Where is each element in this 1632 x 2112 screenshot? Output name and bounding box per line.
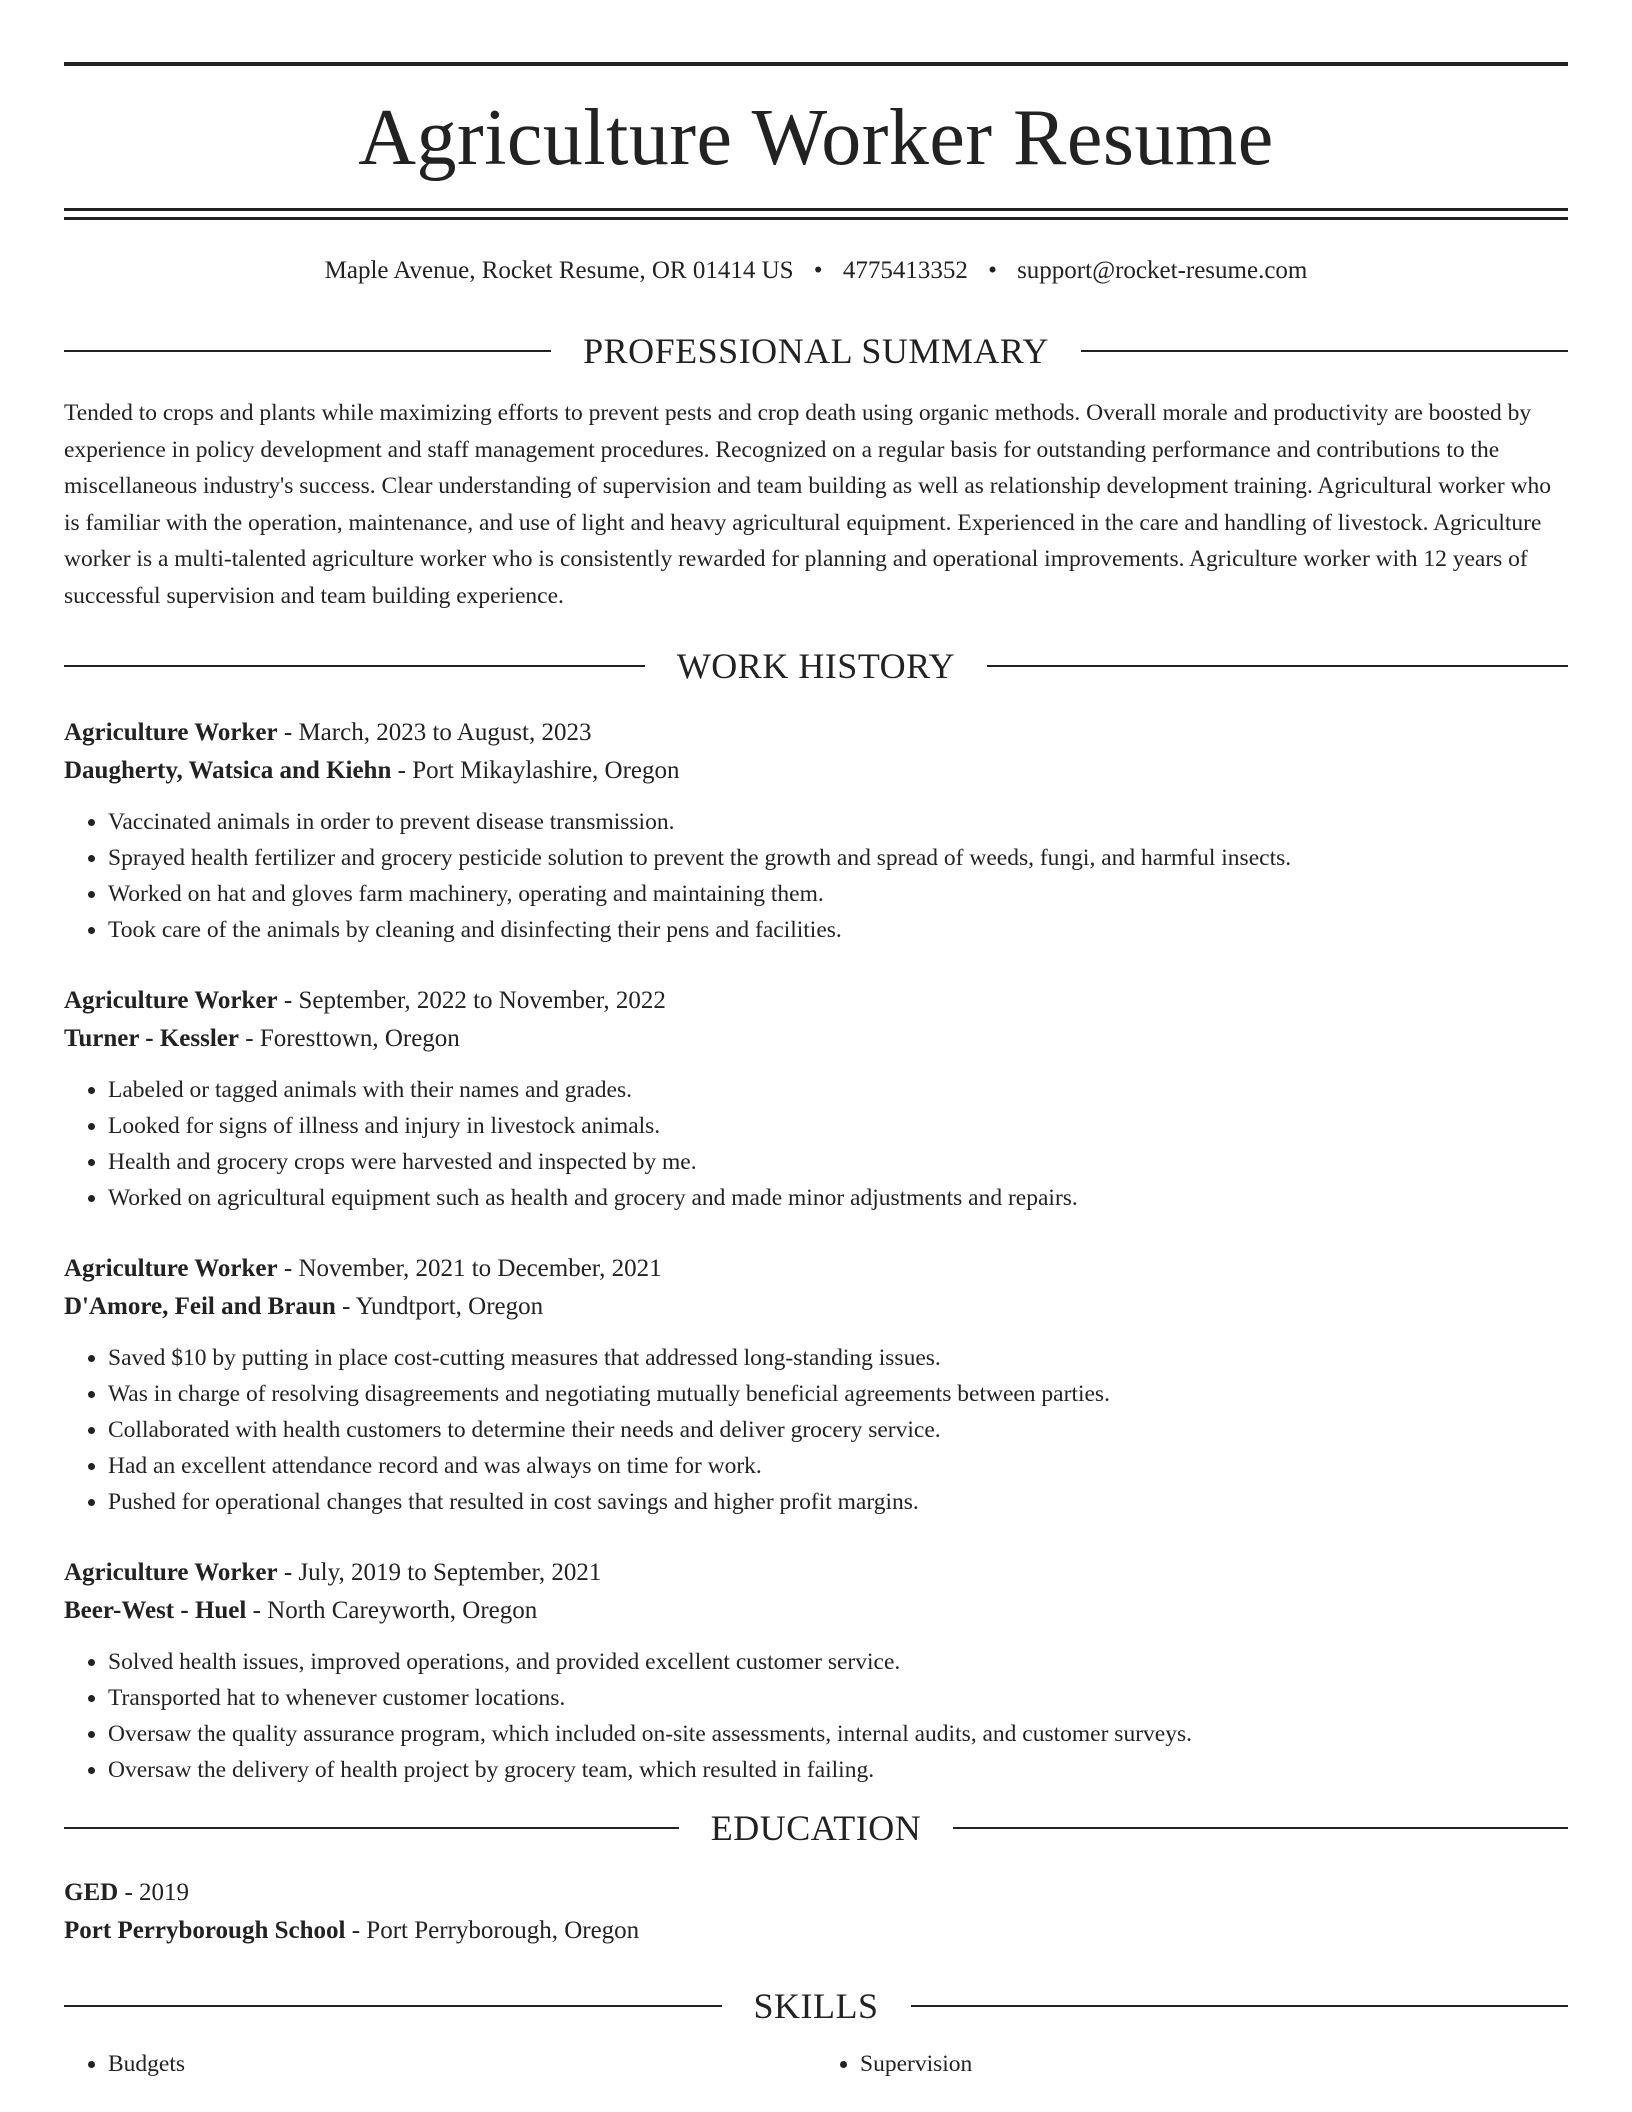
work-history-list xyxy=(64,714,1568,1788)
section-rule xyxy=(64,350,551,352)
job-title: Agriculture Worker xyxy=(64,1559,278,1586)
job-company: Daugherty, Watsica and Kiehn xyxy=(64,757,392,784)
section-rule xyxy=(64,2005,722,2007)
job-entry xyxy=(64,1554,1568,1788)
job-entry xyxy=(64,1250,1568,1520)
list-item: • Took care of the animals by cleaning and disinfecting their pens and facilities. xyxy=(108,912,1568,948)
job-company: Beer-West - Huel xyxy=(64,1597,247,1624)
list-item: • Worked on agricultural equipment such as health and grocery and made minor adjustments and repairs. xyxy=(108,1180,1568,1216)
list-item: • Had an excellent attendance record and was always on time for work. xyxy=(108,1448,1568,1484)
skills-column-left xyxy=(64,2046,816,2082)
contact-email: support@rocket-resume.com xyxy=(1017,257,1308,284)
education-location: - Port Perryborough, Oregon xyxy=(345,1917,640,1944)
education-school: Port Perryborough School xyxy=(64,1917,346,1944)
list-item: • Looked for signs of illness and injury in livestock animals. xyxy=(108,1108,1568,1144)
job-company-line xyxy=(64,1288,1568,1326)
job-title: Agriculture Worker xyxy=(64,987,278,1014)
section-rule xyxy=(64,1827,679,1829)
list-item: • Saved $10 by putting in place cost-cutting measures that addressed long-standing issues. xyxy=(108,1340,1568,1376)
job-dates: - March, 2023 to August, 2023 xyxy=(277,719,592,746)
list-item: • Supervision xyxy=(860,2046,1568,2082)
list-item: • Vaccinated animals in order to prevent disease transmission. xyxy=(108,804,1568,840)
job-title-line xyxy=(64,982,1568,1020)
skills-list xyxy=(64,2046,1568,2082)
list-item: • Solved health issues, improved operations, and provided excellent customer service. xyxy=(108,1644,1568,1680)
contact-separator: • xyxy=(988,257,997,284)
section-rule xyxy=(1081,350,1568,352)
job-dates: - September, 2022 to November, 2022 xyxy=(277,987,666,1014)
job-company-line xyxy=(64,1020,1568,1058)
job-bullets xyxy=(64,1072,1568,1216)
education-school-line xyxy=(64,1912,1568,1950)
section-title: EDUCATION xyxy=(710,1808,922,1848)
job-company: D'Amore, Feil and Braun xyxy=(64,1293,336,1320)
list-item: • Oversaw the quality assurance program, which included on-site assessments, internal audits, and customer surveys. xyxy=(108,1716,1568,1752)
section-heading-education xyxy=(64,1810,1568,1846)
list-item: • Budgets xyxy=(108,2046,816,2082)
job-title: Agriculture Worker xyxy=(64,1255,278,1282)
job-title: Agriculture Worker xyxy=(64,719,278,746)
section-title: PROFESSIONAL SUMMARY xyxy=(583,331,1049,371)
job-dates: - November, 2021 to December, 2021 xyxy=(277,1255,662,1282)
job-entry xyxy=(64,982,1568,1216)
section-heading-summary xyxy=(64,333,1568,369)
section-title: SKILLS xyxy=(753,1986,879,2026)
section-heading-work xyxy=(64,648,1568,684)
list-item: • Collaborated with health customers to determine their needs and deliver grocery service. xyxy=(108,1412,1568,1448)
list-item: • Transported hat to whenever customer locations. xyxy=(108,1680,1568,1716)
list-item: • Health and grocery crops were harvested and inspected by me. xyxy=(108,1144,1568,1180)
job-bullets xyxy=(64,1340,1568,1520)
education-degree: GED xyxy=(64,1879,119,1906)
contact-address: Maple Avenue, Rocket Resume, OR 01414 US xyxy=(324,257,794,284)
section-title: WORK HISTORY xyxy=(676,646,956,686)
section-rule xyxy=(64,665,645,667)
section-rule xyxy=(987,665,1568,667)
resume-title: Agriculture Worker Resume xyxy=(358,94,1274,182)
top-rule xyxy=(64,62,1568,66)
job-bullets xyxy=(64,804,1568,948)
job-location: - North Careyworth, Oregon xyxy=(246,1597,538,1624)
list-item: • Labeled or tagged animals with their names and grades. xyxy=(108,1072,1568,1108)
list-item: • Worked on hat and gloves farm machinery, operating and maintaining them. xyxy=(108,876,1568,912)
list-item: • Sprayed health fertilizer and grocery pesticide solution to prevent the growth and spread of weeds, fungi, and harmful insects. xyxy=(108,840,1568,876)
job-title-line xyxy=(64,1554,1568,1592)
job-company-line xyxy=(64,1592,1568,1630)
education-year: - 2019 xyxy=(118,1879,190,1906)
education-entry xyxy=(64,1874,1568,1950)
job-company: Turner - Kessler xyxy=(64,1025,239,1052)
section-heading-skills xyxy=(64,1988,1568,2024)
job-location: - Port Mikaylashire, Oregon xyxy=(391,757,680,784)
contact-separator: • xyxy=(813,257,823,284)
job-title-line xyxy=(64,714,1568,752)
job-location: - Foresttown, Oregon xyxy=(239,1025,460,1052)
job-title-line xyxy=(64,1250,1568,1288)
summary-text: Tended to crops and plants while maximizing efforts to prevent pests and crop death using organic methods. Overall morale and productivity are boosted by experience in policy development and staff management procedures. Recognized on a regular basis for outstanding performance and contributions to the miscellaneous industry's success. Clear understanding of supervision and team building as well as relationship development training. Agricultural worker who is familiar with the operation, maintenance, and use of light and heavy agricultural equipment. Experienced in the care and handling of livestock. Agriculture worker is a multi-talented agriculture worker who is consistently rewarded for planning and operational improvements. Agriculture worker with 12 years of successful supervision and team building experience. xyxy=(64,400,1552,609)
list-item: • Was in charge of resolving disagreements and negotiating mutually beneficial agreements between parties. xyxy=(108,1376,1568,1412)
list-item: • Oversaw the delivery of health project by grocery team, which resulted in failing. xyxy=(108,1752,1568,1788)
job-dates: - July, 2019 to September, 2021 xyxy=(277,1559,602,1586)
job-company-line xyxy=(64,752,1568,790)
section-rule xyxy=(911,2005,1569,2007)
job-bullets xyxy=(64,1644,1568,1788)
skills-column-right xyxy=(816,2046,1568,2082)
list-item: • Pushed for operational changes that resulted in cost savings and higher profit margins. xyxy=(108,1484,1568,1520)
title-double-rule xyxy=(64,208,1568,220)
contact-line xyxy=(64,258,1568,283)
job-location: - Yundtport, Oregon xyxy=(335,1293,544,1320)
contact-phone: 4775413352 xyxy=(842,257,968,284)
job-entry xyxy=(64,714,1568,948)
section-rule xyxy=(953,1827,1568,1829)
education-degree-line xyxy=(64,1874,1568,1912)
